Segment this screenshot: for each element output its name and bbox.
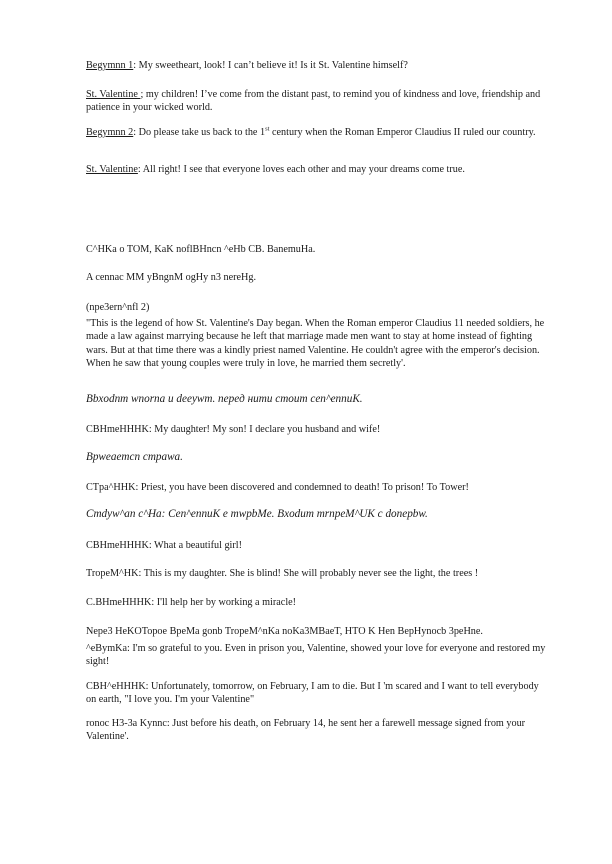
presentation-note: (npe3ern^nfl 2): [86, 302, 150, 313]
dialogue-line-valentine-1: [86, 88, 546, 115]
dialogue-line-girl-1: [86, 59, 546, 72]
dialogue-text: : Do please take us back to the 1: [133, 127, 266, 138]
speaker-label: Begymnn 1: [86, 60, 134, 71]
dialogue-priest-2: CBHmeHHHK: What a beautiful girl!: [86, 540, 242, 551]
story-heading: C^HKa o TOM, KaK noflBHncn ^eHb CB. BanemuHa.: [86, 244, 316, 255]
ordinal-suffix: st: [265, 125, 270, 133]
dialogue-priest-3: C.BHmeHHHK: I'll help her by working a miracle!: [86, 597, 297, 608]
dialogue-line-valentine-2: [86, 163, 546, 176]
dialogue-text: : My sweetheart, look! I can’t believe it! Is it St. Valentine himself?: [133, 60, 408, 71]
legend-paragraph: "This is the legend of how St. Valentine's Day began. When the Roman emperor Claudius 11 needed soldiers, he made a law against marrying because he left that marriage made men want to stay at home instead of fighting wars. But at that time there was a kindly priest named Valentine. He couldn't agree with the emperor's decision. When he saw that young couples were truly in love, he married them secretly'.: [86, 318, 545, 370]
story-intro: A cennac MM yBngnM ogHy n3 nereHg.: [86, 272, 257, 283]
stage-direction: Cmdyw^an c^Ha: Cen^ennuK e mwpbMe. Bxodum mrnpeM^UK c donepbw.: [86, 508, 428, 520]
dialogue-priest-4: CBH^eHHHK: Unfortunately, tomorrow, on February, I am to die. But I 'm scared and I want to tell everybody on earth, "I love you. I'm your Valentine": [86, 681, 539, 706]
narrator-voice: ronoc H3-3a Kynnc: Just before his death, on February 14, he sent her a farewell message signed from your Valentine'.: [86, 718, 526, 743]
stage-direction: Bbxodnm wnorna u deeywm. nepeд нumu cmoum cen^ennuK.: [86, 393, 363, 405]
dialogue-daughter: ^eBymKa: I'm so grateful to you. Even in prison you, Valentine, showed your love for everyone and restored my sight!: [86, 643, 546, 668]
dialogue-line-girl-2: [86, 126, 546, 139]
dialogue-jailer: TropeM^HK: This is my daughter. She is blind! She will probably never see the light, the trees !: [86, 568, 479, 579]
dialogue-priest-1: CBHmeHHHK: My daughter! My son! I declare you husband and wife!: [86, 424, 381, 435]
dialogue-guard: CTpa^HHK: Priest, you have been discovered and condemned to death! To prison! To Tower!: [86, 482, 469, 493]
dialogue-text: : All right! I see that everyone loves each other and may your dreams come true.: [137, 164, 465, 175]
stage-direction: Nepe3 HeKOTopoe BpeMa gonb TropeM^nKa noKa3MBaeT, HTO K Hen BepHynocb 3peHne.: [86, 626, 483, 637]
dialogue-text: ; my children! I’ve come from the distant past, to remind you of kindness and love, friendship and patience in your wicked world.: [86, 89, 541, 114]
speaker-label: St. Valentine: [86, 89, 141, 100]
speaker-label: St. Valentine: [86, 164, 138, 175]
dialogue-text: century when the Roman Emperor Claudius II ruled our country.: [269, 127, 536, 138]
speaker-label: Begymnn 2: [86, 127, 134, 138]
stage-direction: Bpweaemcn cmpawa.: [86, 451, 183, 463]
